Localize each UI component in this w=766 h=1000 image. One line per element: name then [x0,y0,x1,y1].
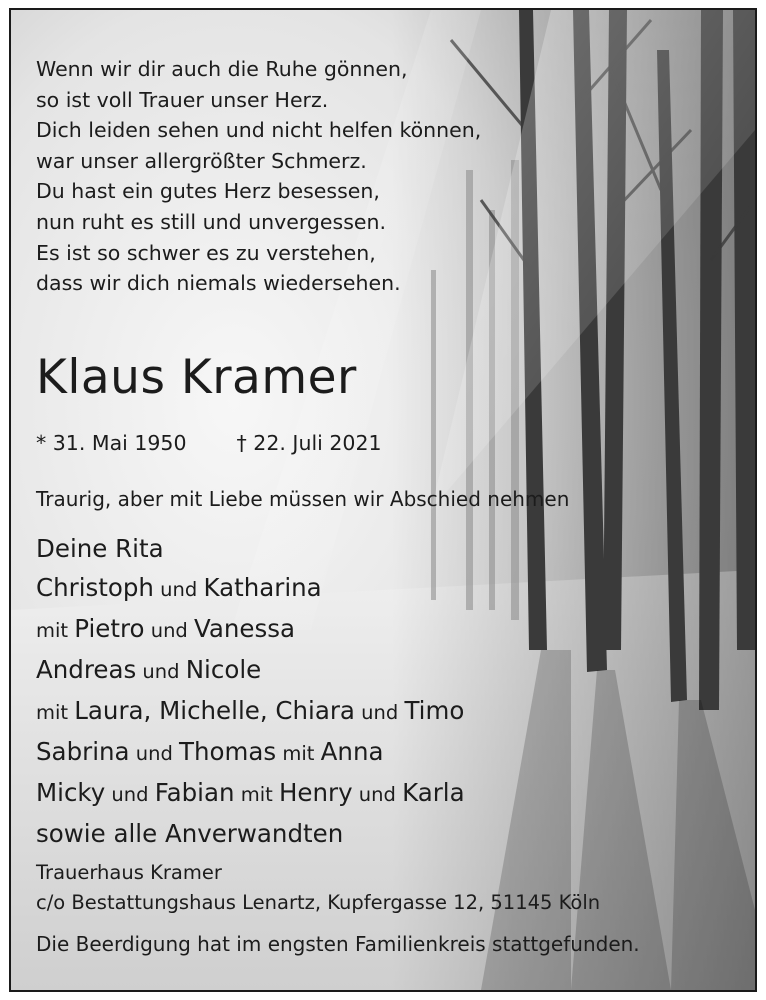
mourner-name: Thomas [179,737,277,766]
connector-word: mit [276,742,321,765]
life-dates [36,428,382,458]
poem-line: Es ist so schwer es zu verstehen, [36,240,376,265]
poem-line: war unser allergrößter Schmerz. [36,148,367,173]
obituary-notice [9,8,757,992]
mourner-name: Fabian [154,778,235,807]
poem-line: dass wir dich niemals wiedersehen. [36,271,401,296]
mourner-row [36,691,465,732]
mourner-name: Timo [404,696,465,725]
poem-line: Wenn wir dir auch die Ruhe gönnen, [36,57,408,81]
address-line: c/o Bestattungshaus Lenartz, Kupfergasse 12, 51145 Köln [36,891,601,914]
address-line: Trauerhaus Kramer [36,861,222,884]
funeral-note: Die Beerdigung hat im engsten Familienkreis stattgefunden. [36,932,640,956]
farewell-intro: Traurig, aber mit Liebe müssen wir Abschied nehmen [36,487,570,511]
mourner-row [36,609,465,650]
connector-word: und [129,742,180,765]
mourner-row [36,773,465,814]
mourner-name: Nicole [185,655,262,684]
mourner-row [36,814,465,853]
connector-word: und [354,701,405,724]
connector-word: und [105,783,155,806]
poem [36,54,481,299]
poem-line: Dich leiden sehen und nicht helfen können, [36,118,482,143]
mourner-name: Christoph [36,573,154,602]
poem-line: Du hast ein gutes Herz besessen, [36,179,380,204]
connector-word: mit [234,783,279,806]
birth-date: * 31. Mai 1950 [36,431,187,455]
mourner-name: Deine Rita [36,534,164,563]
death-date: † 22. Juli 2021 [236,431,382,455]
mourner-name: Henry [278,778,353,807]
connector-word: und [136,660,186,683]
mourner-name: Micky [36,778,106,807]
mourner-name: sowie alle Anverwandten [36,819,344,848]
mourner-row [36,650,465,691]
connector-word: und [153,578,204,601]
mourner-row [36,568,465,609]
connector-word: mit [36,619,75,642]
poem-line: nun ruht es still und unvergessen. [36,209,387,234]
connector-word: mit [36,701,75,724]
poem-line: so ist voll Trauer unser Herz. [36,87,329,112]
connector-word: und [352,783,403,806]
mourners-list [36,529,465,853]
mourner-name: Vanessa [194,614,296,643]
mourner-name: Andreas [36,655,137,684]
mourner-name: Anna [320,737,384,766]
connector-word: und [144,619,195,642]
mourner-row [36,732,465,773]
mourner-row [36,529,465,568]
mourner-name: Sabrina [36,737,130,766]
mourning-address [36,858,600,918]
mourner-name: Karla [402,778,465,807]
mourner-name: Laura, Michelle, Chiara [74,696,355,725]
mourner-name: Katharina [203,573,322,602]
mourner-name: Pietro [74,614,145,643]
deceased-name: Klaus Kramer [36,350,357,405]
